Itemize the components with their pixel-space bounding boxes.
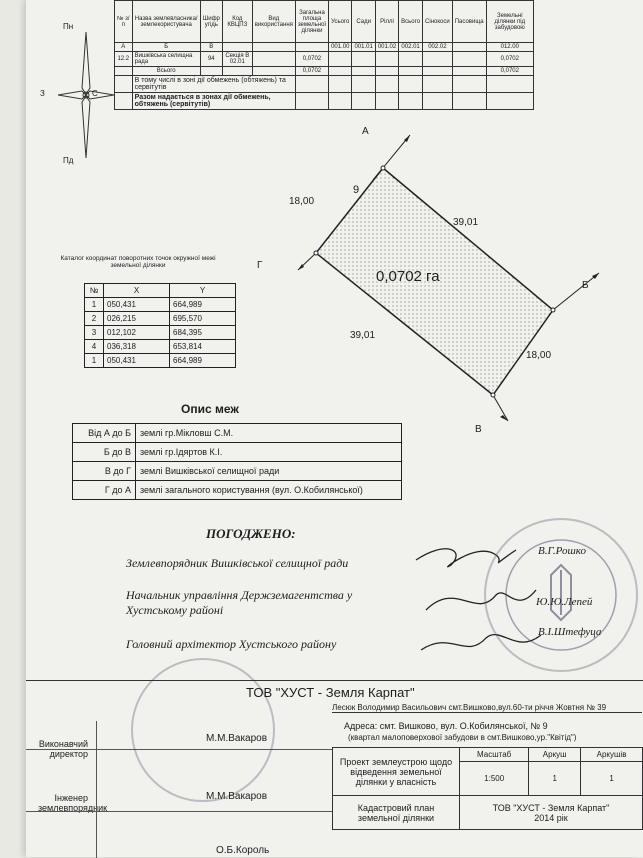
role-engineer: Інженер землевпорядник	[38, 793, 108, 813]
table-row: 4 036,318 653,814	[85, 340, 236, 354]
compass-west: З	[40, 89, 45, 98]
approval-role-3: Головний архітектор Хустського району	[126, 637, 337, 651]
row1-code: 94	[200, 52, 222, 67]
project-title: Проект землеустрою щодо відведення земельної ділянки у власність	[333, 748, 460, 796]
sheets-header: Аркушів	[581, 748, 643, 762]
code-5: 002.02	[423, 43, 453, 52]
row1-name: Вишківська селищна рада	[132, 52, 200, 67]
opis-title: Опис меж	[181, 402, 239, 416]
total-built: 0,0702	[486, 67, 533, 76]
document-sheet	[26, 0, 643, 857]
th-num: № з/п	[115, 1, 133, 43]
side-right-length: 18,00	[526, 350, 552, 361]
th-code: Шифр угідь	[200, 1, 222, 43]
th-use: Вид використання	[252, 1, 295, 43]
approval-name-3: В.І.Штефуца	[538, 626, 602, 638]
total-restrict-label: Разом надається в зонах дії обмежень, обтяжень (сервітутів)	[132, 93, 295, 110]
plot-number: 9	[353, 184, 360, 196]
address-line: Адреса: смт. Вишково, вул. О.Кобилянської, № 9	[344, 721, 548, 731]
address-line-2: (квартал малоповерхової забудови в смт.Вишково,ур."Квiтiд")	[348, 733, 577, 742]
coordinate-catalog-table	[84, 283, 236, 368]
sheets-value: 1	[581, 762, 643, 796]
catalog-caption: Каталог координат поворотних точок окружної межі земельної ділянки	[60, 255, 216, 269]
point-b-label: Б	[582, 280, 589, 291]
th-built: Земельні ділянки під забудовою	[486, 1, 533, 43]
compass-east: С	[92, 89, 98, 98]
th-total: Усього	[329, 1, 352, 43]
row1-kvcpz: Секція В 02.01	[222, 52, 252, 67]
title-block	[26, 680, 643, 858]
name-third: О.Б.Король	[216, 845, 270, 856]
company-name-2: ТОВ "ХУСТ - Земля Карпат"	[492, 802, 610, 813]
land-category-table	[114, 0, 534, 110]
cadastral-title: Кадастровий план земельної ділянки	[333, 796, 460, 830]
letter-b: Б	[132, 43, 200, 52]
scale-value: 1:500	[460, 762, 529, 796]
name-director: М.М.Вакаров	[206, 733, 268, 744]
point-a-label: А	[362, 126, 369, 137]
catalog-h-x: X	[104, 284, 170, 298]
table-row: Г до А землі загального користування (вул. О.Кобилянської)	[73, 481, 402, 500]
code-2: 001.01	[352, 43, 375, 52]
table-row: В до Г землі Вишківської селищної ради	[73, 462, 402, 481]
catalog-h-num: №	[85, 284, 104, 298]
compass-north: Пн	[63, 22, 74, 31]
code-1: 001.00	[329, 43, 352, 52]
project-info-table	[332, 747, 643, 830]
table-row: Від А до Б землі гр.Мікловш С.М.	[73, 424, 402, 443]
row1-num: 12.2	[115, 52, 133, 67]
code-6: 012.00	[486, 43, 533, 52]
side-bottom-length: 39,01	[350, 330, 376, 341]
restrict-label: В тому числі в зоні дії обмежень (обтяжень) та сервітутів	[132, 76, 295, 93]
catalog-h-y: Y	[170, 284, 236, 298]
compass-rose	[56, 28, 116, 163]
scale-header: Масштаб	[460, 748, 529, 762]
point-v-label: В	[475, 424, 482, 435]
th-gardens: Сади	[352, 1, 375, 43]
letter-v: В	[200, 43, 222, 52]
seal-emblem	[486, 520, 636, 670]
plot-drawing	[256, 125, 626, 435]
approval-role-2: Начальник управління Держземагентства у Хустському районі	[126, 588, 353, 617]
th-arable: Ріллі	[375, 1, 398, 43]
code-4: 002.01	[399, 43, 423, 52]
year: 2014 рік	[534, 812, 568, 823]
side-left-length: 18,00	[289, 196, 315, 207]
total-label: Всього	[132, 67, 200, 76]
compass-south: Пд	[63, 156, 74, 165]
table-row: Б до В землі гр.Ідяртов К.І.	[73, 443, 402, 462]
th-area: Загальна площа земельної ділянки	[295, 1, 328, 43]
sheet-header: Аркуш	[529, 748, 581, 762]
boundary-description-table	[72, 423, 402, 500]
total-area: 0,0702	[295, 67, 328, 76]
approval-title: ПОГОДЖЕНО:	[206, 526, 296, 541]
role-director: Виконавчий директор	[38, 739, 88, 759]
official-seal	[484, 518, 638, 672]
letter-a: А	[115, 43, 133, 52]
name-engineer: М.М.Вакаров	[206, 791, 268, 802]
th-pasture: Пасовища	[452, 1, 486, 43]
approval-name-1: В.Г.Рошко	[538, 545, 587, 557]
th-all: Всього	[399, 1, 423, 43]
sheet-value: 1	[529, 762, 581, 796]
row1-area: 0,0702	[295, 52, 328, 67]
side-top-length: 39,01	[453, 217, 479, 228]
th-kvcpz: Код КВЦПЗ	[222, 1, 252, 43]
table-row: 1 050,431 664,989	[85, 354, 236, 368]
row1-built: 0,0702	[486, 52, 533, 67]
plot-area: 0,0702 га	[376, 268, 440, 285]
th-owner: Назва землевласника/землекористувача	[132, 1, 200, 43]
owner-line: Лесюк Володимир Васильович смт.Вишково,вул.60-ти річчя Жовтня № 39	[332, 703, 642, 713]
approval-name-2: Ю.Ю.Лепей	[536, 596, 593, 608]
point-g-label: Г	[257, 260, 263, 271]
code-3: 001.02	[375, 43, 398, 52]
table-row: 1 050,431 664,989	[85, 298, 236, 312]
approval-role-1: Землевпорядник Вишківської селищної ради	[126, 556, 349, 570]
table-row: 3 012,102 684,395	[85, 326, 236, 340]
th-hay: Сінокоси	[423, 1, 453, 43]
table-row: 2 026,215 695,570	[85, 312, 236, 326]
company-name: ТОВ "ХУСТ - Земля Карпат"	[246, 685, 415, 700]
